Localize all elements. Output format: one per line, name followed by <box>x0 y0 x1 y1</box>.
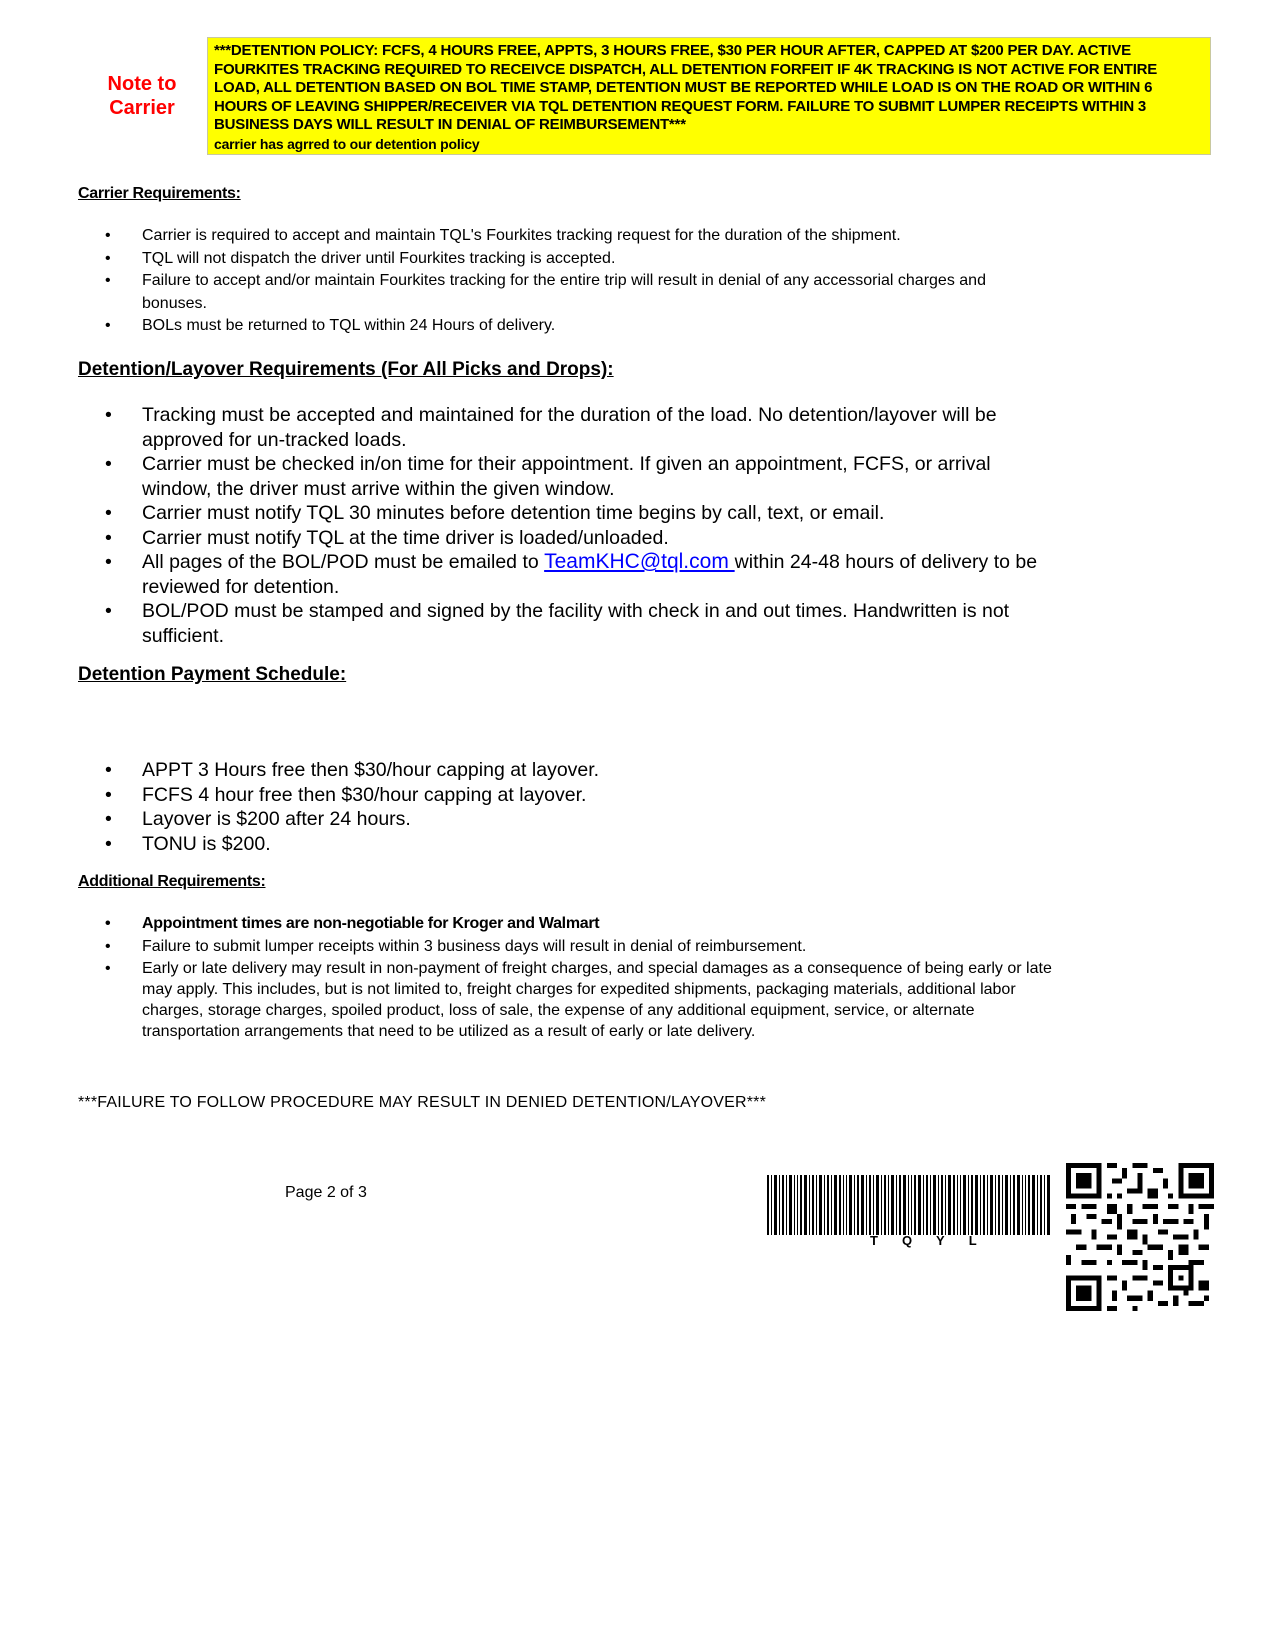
detention-requirements-list <box>100 403 1060 648</box>
list-item: • Appointment times are non-negotiable for Kroger and Walmart <box>100 913 1075 936</box>
detention-requirements-heading: Detention/Layover Requirements (For All Picks and Drops): <box>78 359 614 380</box>
carrier-requirements-list <box>100 225 1030 338</box>
list-item: • APPT 3 Hours free then $30/hour capping at layover. <box>100 758 1000 783</box>
note-to-carrier-label: Note to Carrier <box>107 73 177 119</box>
detention-policy-box <box>207 37 1211 155</box>
list-item: • TONU is $200. <box>100 832 1000 857</box>
additional-requirements-list <box>100 913 1075 1042</box>
failure-note: ***FAILURE TO FOLLOW PROCEDURE MAY RESULT IN DENIED DETENTION/LAYOVER*** <box>78 1094 767 1111</box>
list-item: • BOL/POD must be stamped and signed by the facility with check in and out times. Handwritten is not sufficient. <box>100 599 1060 648</box>
page-number: Page 2 of 3 <box>285 1184 367 1201</box>
list-item: • Layover is $200 after 24 hours. <box>100 807 1000 832</box>
list-item: • Tracking must be accepted and maintained for the duration of the load. No detention/layover will be approved for un-tracked loads. <box>100 403 1060 452</box>
list-item: • BOLs must be returned to TQL within 24 Hours of delivery. <box>100 315 1030 338</box>
additional-requirements-heading: Additional Requirements: <box>78 873 266 890</box>
list-item: • Carrier is required to accept and maintain TQL's Fourkites tracking request for the duration of the shipment. <box>100 225 1030 248</box>
list-item: • Early or late delivery may result in non-payment of freight charges, and special damages as a consequence of being early or late may apply. This includes, but is not limited to, freight charges for expedited shipments, packaging materials, additional labor charges, storage charges, spoiled product, loss of sale, the expense of any additional equipment, service, or alternate transportation arrangements that need to be utilized as a result of early or late delivery. <box>100 958 1075 1042</box>
list-item: • TQL will not dispatch the driver until Fourkites tracking is accepted. <box>100 248 1030 271</box>
qr-code-icon <box>1066 1163 1214 1311</box>
list-item-email: • All pages of the BOL/POD must be emailed to TeamKHC@tql.com within 24-48 hours of delivery to be reviewed for detention. <box>100 550 1060 599</box>
barcode-text: TQYL <box>870 1233 1001 1248</box>
list-item: • Carrier must notify TQL 30 minutes before detention time begins by call, text, or email. <box>100 501 1060 526</box>
carrier-requirements-heading: Carrier Requirements: <box>78 185 241 202</box>
payment-schedule-list <box>100 758 1000 856</box>
list-item: • Carrier must be checked in/on time for their appointment. If given an appointment, FCFS, or arrival window, the driver must arrive within the given window. <box>100 452 1060 501</box>
email-link[interactable]: TeamKHC@tql.com <box>544 550 735 573</box>
list-item: • Carrier must notify TQL at the time driver is loaded/unloaded. <box>100 526 1060 551</box>
policy-text: ***DETENTION POLICY: FCFS, 4 HOURS FREE, APPTS, 3 HOURS FREE, $30 PER HOUR AFTER, CAPPED AT $200 PER DAY. ACTIVE FOURKITES TRACKING REQUIRED TO RECEIVCE DISPATCH, ALL DETENTION FORFEIT IF 4K TRACKING IS NOT ACTIVE FOR ENTIRE LOAD, ALL DETENTION BASED ON BOL TIME STAMP, DETENTION MUST BE REPORTED WHILE LOAD IS ON THE ROAD OR WITHIN 6 HOURS OF LEAVING SHIPPER/RECEIVER VIA TQL DETENTION REQUEST FORM. FAILURE TO SUBMIT LUMPER RECEIPTS WITHIN 3 BUSINESS DAYS WILL RESULT IN DENIAL OF REIMBURSEMENT*** <box>214 42 1158 134</box>
policy-agreement: carrier has agrred to our detention policy <box>214 135 480 152</box>
list-item: • Failure to accept and/or maintain Fourkites tracking for the entire trip will result in denial of any accessorial charges and bonuses. <box>100 270 1030 315</box>
list-item: • FCFS 4 hour free then $30/hour capping at layover. <box>100 783 1000 808</box>
list-item: • Failure to submit lumper receipts within 3 business days will result in denial of reimbursement. <box>100 936 1075 959</box>
barcode-icon <box>767 1175 1052 1235</box>
payment-schedule-heading: Detention Payment Schedule: <box>78 664 347 685</box>
